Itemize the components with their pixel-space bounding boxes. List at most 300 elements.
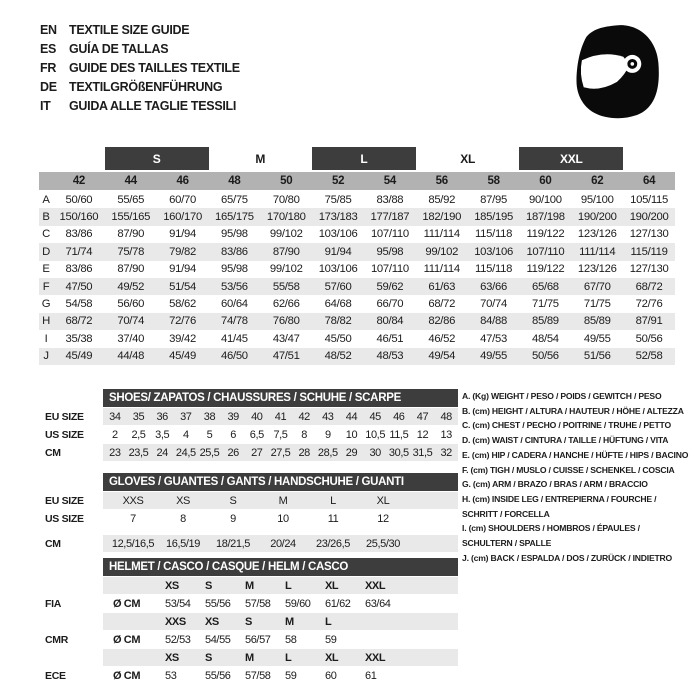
cell: 99/102 [269, 228, 303, 241]
size-label: XL [325, 651, 339, 664]
cell: 47 [416, 410, 429, 423]
helmet-value-row-CMR [25, 631, 458, 648]
cell: 55/65 [117, 193, 145, 206]
size-group-s: S [105, 147, 209, 170]
language-row [40, 39, 240, 58]
cell: 45 [369, 410, 381, 423]
cell: 44 [345, 410, 358, 423]
cell: 54/55 [205, 633, 231, 646]
textile-size-table [39, 147, 675, 365]
language-row [40, 77, 240, 96]
gloves-values [103, 492, 458, 509]
cell: 115/118 [475, 263, 513, 276]
cell: 63/64 [365, 597, 391, 610]
cell: M [278, 494, 288, 507]
language-row [40, 58, 240, 77]
row-letter: I [44, 332, 48, 345]
size-label: M [245, 579, 254, 592]
cell: 8 [301, 428, 308, 441]
cell: 78/82 [324, 315, 352, 328]
cell: 103/106 [474, 245, 513, 258]
cell: 67/70 [583, 280, 611, 293]
helmet-value-row-FIA [25, 595, 458, 612]
helmet-values [103, 667, 458, 684]
cell: 51/56 [583, 350, 611, 363]
cell: 4 [182, 428, 189, 441]
racing-helmet-icon [572, 22, 662, 122]
cell: 123/126 [577, 263, 617, 276]
cell: 12,5/16,5 [111, 537, 155, 550]
cell: 48/53 [376, 350, 404, 363]
diameter-label: Ø CM [113, 633, 141, 646]
shoes-size-table [25, 389, 458, 461]
gloves-size-table [25, 473, 458, 552]
cell: 111/114 [423, 228, 460, 241]
cell: 107/110 [370, 263, 409, 276]
cell: 46/51 [376, 332, 404, 345]
cell: 70/74 [480, 298, 507, 311]
cell: 49/55 [480, 350, 507, 363]
language-row [40, 96, 240, 115]
measurement-row-I [39, 330, 675, 347]
row-letter: H [42, 315, 50, 328]
cell: 47/51 [272, 350, 300, 363]
row-label [25, 613, 103, 630]
size-group-m: M [255, 151, 266, 166]
size-label: XS [165, 651, 179, 664]
legend-line: G. (cm) ARM / BRAZO / BRAS / ARM / BRACCIO [462, 479, 648, 490]
row-label: EU SIZE [45, 494, 84, 507]
cell: 105/115 [630, 193, 669, 206]
row-label [25, 577, 103, 594]
row-letter: G [41, 298, 51, 311]
gloves-row [25, 535, 458, 552]
language-code: EN [40, 22, 57, 37]
size-group-xl: XL [460, 151, 476, 166]
cell: 48/54 [532, 332, 559, 345]
size-label: XS [205, 615, 219, 628]
cell: 45/50 [324, 332, 352, 345]
language-code: FR [40, 60, 57, 75]
cell: 6 [230, 428, 237, 441]
cell: 72/76 [169, 315, 196, 328]
cell: 45/49 [65, 350, 93, 363]
cell: 65/75 [221, 193, 248, 206]
cell: 107/110 [526, 245, 565, 258]
measurement-row-C [39, 226, 675, 243]
gloves-header-bar: GLOVES / GUANTES / GANTS / HANDSCHUHE / GUANTI [103, 473, 458, 491]
measurement-row-J [39, 348, 675, 365]
cell: 2 [111, 428, 118, 441]
cell: 87/90 [272, 245, 300, 258]
cell: 87/90 [117, 263, 145, 276]
legend-line: H. (cm) INSIDE LEG / ENTREPIERNA / FOURCHE / [462, 493, 657, 504]
cell: 23,5 [128, 446, 149, 459]
cell: 58/62 [169, 298, 196, 311]
cell: 30 [369, 446, 381, 459]
cell: 76/80 [272, 315, 300, 328]
diameter-label: Ø CM [113, 669, 141, 682]
cell: 115/119 [630, 245, 668, 258]
size-number: 46 [176, 175, 189, 187]
cell: 60/70 [169, 193, 196, 206]
cell: 23/26,5 [316, 537, 350, 550]
row-letter: E [42, 263, 50, 276]
cell: 185/195 [474, 211, 513, 224]
cell: 103/106 [318, 228, 358, 241]
cell: 99/102 [269, 263, 303, 276]
cell: 61 [365, 669, 377, 682]
size-number: 54 [383, 175, 396, 187]
cell: 74/78 [221, 315, 248, 328]
cell: 46/52 [428, 332, 456, 345]
cell: 111/114 [423, 263, 460, 276]
cell: 11,5 [389, 428, 409, 441]
cell: 47/50 [65, 280, 93, 293]
cell: 29 [345, 446, 358, 459]
cell: XL [376, 494, 390, 507]
cell: 85/92 [428, 193, 456, 206]
cell: 80/84 [376, 315, 404, 328]
size-label: XL [325, 579, 339, 592]
cell: 51/54 [169, 280, 196, 293]
cell: 55/58 [272, 280, 300, 293]
cell: 87/91 [635, 315, 663, 328]
cell: 150/160 [59, 211, 99, 224]
shoes-values [103, 408, 458, 425]
shoes-row [25, 444, 458, 461]
size-number: 62 [591, 175, 604, 187]
cell: 56/60 [117, 298, 145, 311]
helmet-size-table [25, 558, 458, 684]
cell: 60 [325, 669, 337, 682]
gloves-row [25, 492, 458, 509]
cell: 53 [165, 669, 177, 682]
row-letter: D [42, 245, 50, 258]
cell: 61/63 [428, 280, 456, 293]
cell: 6,5 [249, 428, 264, 441]
measurement-row-G [39, 295, 675, 312]
cell: 55/56 [205, 597, 231, 610]
cell: 36 [156, 410, 168, 423]
measurement-row-D [39, 243, 675, 260]
language-code: DE [40, 79, 57, 94]
language-code: ES [40, 41, 57, 56]
cell: 2,5 [131, 428, 146, 441]
shoes-values [103, 426, 458, 443]
cell: 43 [322, 410, 334, 423]
shoes-row [25, 426, 458, 443]
cell: 3,5 [155, 428, 170, 441]
cell: 28 [298, 446, 310, 459]
size-number-header-row [39, 172, 675, 190]
measurement-row-B [39, 208, 675, 225]
cell: 187/198 [526, 211, 565, 224]
shoes-row [25, 408, 458, 425]
cell: 52/58 [635, 350, 663, 363]
helmet-sizes [103, 577, 458, 594]
cell: 62/66 [272, 298, 300, 311]
cell: 58 [285, 633, 297, 646]
cell: 5 [206, 428, 213, 441]
cell: 44/48 [117, 350, 145, 363]
legend-line: SCHULTERN / SPALLE [462, 538, 552, 549]
cell: 83/86 [65, 263, 93, 276]
cell: 34 [109, 410, 121, 423]
standard-label: FIA [45, 597, 62, 610]
row-label: US SIZE [45, 428, 84, 441]
cell: 90/100 [529, 193, 562, 206]
gloves-rows [25, 492, 458, 552]
cell: 35/38 [65, 332, 93, 345]
cell: 79/82 [169, 245, 196, 258]
cell: 38 [203, 410, 216, 423]
legend-line: J. (cm) BACK / ESPALDA / DOS / ZURÜCK / INDIETRO [462, 552, 673, 563]
cell: 68/72 [635, 280, 663, 293]
size-number: 42 [72, 175, 86, 187]
size-group-header-row [39, 147, 675, 170]
legend-line: I. (cm) SHOULDERS / HOMBROS / ÉPAULES / [462, 523, 640, 534]
cell: 26 [227, 446, 239, 459]
helmet-values [103, 631, 458, 648]
size-label: S [205, 651, 212, 664]
cell: 61/62 [325, 597, 351, 610]
cell: 39 [227, 410, 239, 423]
cell: 39/42 [169, 332, 196, 345]
row-label: EU SIZE [45, 410, 84, 423]
shoes-rows [25, 408, 458, 461]
cell: 68/72 [428, 298, 456, 311]
legend-line: SCHRITT / FORCELLA [462, 508, 550, 519]
cell: 107/110 [370, 228, 409, 241]
cell: 31,5 [412, 446, 433, 459]
cell: 71/74 [65, 245, 93, 258]
standard-label: ECE [45, 669, 66, 682]
cell: 50/56 [532, 350, 559, 363]
legend-line: E. (cm) HIP / CADERA / HANCHE / HÜFTE / HIPS / BACINO [462, 449, 689, 460]
size-label: S [205, 579, 212, 592]
helmet-sizes [103, 613, 458, 630]
cell: 63/66 [480, 280, 507, 293]
cell: 57/58 [245, 669, 271, 682]
cell: 123/126 [577, 228, 617, 241]
size-number: 60 [539, 175, 552, 187]
gloves-values [103, 510, 458, 527]
cell: 55/56 [205, 669, 231, 682]
cell: 7 [130, 512, 136, 525]
cell: 10 [345, 428, 358, 441]
cell: 45/49 [169, 350, 196, 363]
cell: 57/58 [245, 597, 271, 610]
cell: 173/183 [318, 211, 358, 224]
cell: 83/86 [221, 245, 248, 258]
cell: 85/89 [583, 315, 611, 328]
cell: 40 [251, 410, 263, 423]
cell: 7,5 [273, 428, 288, 441]
diameter-label: Ø CM [113, 597, 141, 610]
cell: 75/78 [117, 245, 145, 258]
legend-line: F. (cm) TIGH / MUSLO / CUISSE / SCHENKEL / COSCIA [462, 464, 675, 475]
cell: 11 [327, 512, 339, 525]
cell: 57/60 [324, 280, 352, 293]
cell: 103/106 [318, 263, 358, 276]
cell: 83/86 [65, 228, 93, 241]
cell: 54/58 [65, 298, 93, 311]
cell: 12 [377, 512, 389, 525]
cell: 119/122 [526, 263, 565, 276]
cell: 10 [277, 512, 289, 525]
measurement-row-A [39, 191, 675, 208]
legend-line: C. (cm) CHEST / PECHO / POITRINE / TRUHE / PETTO [462, 420, 671, 431]
measurement-row-H [39, 313, 675, 330]
cell: 75/85 [324, 193, 352, 206]
measurement-row-F [39, 278, 675, 295]
cell: 10,5 [365, 428, 386, 441]
cell: 95/98 [376, 245, 404, 258]
size-number: 52 [331, 175, 345, 187]
cell: 24 [156, 446, 168, 459]
row-label [25, 649, 103, 666]
cell: 50/56 [635, 332, 663, 345]
cell: 37/40 [117, 332, 145, 345]
size-label: M [245, 651, 254, 664]
cell: 71/75 [532, 298, 559, 311]
cell: 56/57 [245, 633, 271, 646]
language-title: TEXTILE SIZE GUIDE [69, 22, 190, 37]
size-label: XS [165, 579, 179, 592]
gloves-row [25, 510, 458, 527]
cell: 65/68 [532, 280, 559, 293]
cell: 190/200 [577, 211, 617, 224]
cell: 155/165 [111, 211, 151, 224]
cell: 42 [298, 410, 310, 423]
cell: 91/94 [324, 245, 352, 258]
measurement-legend [462, 389, 700, 565]
cell: 127/130 [629, 228, 669, 241]
cell: S [229, 494, 237, 507]
cell: 170/180 [266, 211, 306, 224]
cell: 20/24 [270, 537, 296, 550]
size-number: 44 [124, 175, 137, 187]
cell: 48 [440, 410, 452, 423]
cell: L [330, 494, 336, 507]
row-letter: C [42, 228, 50, 241]
shoes-header-bar: SHOES/ ZAPATOS / CHAUSSURES / SCHUHE / SCARPE [103, 389, 458, 407]
cell: 18/21,5 [216, 537, 250, 550]
cell: 32 [440, 446, 452, 459]
size-group-l: L [312, 147, 416, 170]
helmet-size-row [25, 577, 458, 594]
legend-line: A. (Kg) WEIGHT / PESO / POIDS / GEWITCH / PESO [462, 391, 662, 401]
row-label: US SIZE [45, 512, 84, 525]
cell: 71/75 [583, 298, 611, 311]
cell: 115/118 [475, 228, 513, 241]
cell: 59/62 [376, 280, 404, 293]
cell: 127/130 [629, 263, 669, 276]
size-number: 64 [642, 175, 656, 187]
language-title: GUIDE DES TAILLES TEXTILE [69, 60, 240, 75]
row-label: CM [45, 537, 61, 550]
cell: 12 [416, 428, 429, 441]
cell: 82/86 [428, 315, 456, 328]
size-label: M [285, 615, 294, 628]
cell: 59 [285, 669, 297, 682]
helmet-values [103, 595, 458, 612]
cell: 13 [440, 428, 452, 441]
cell: 25,5 [199, 446, 220, 459]
cell: 165/175 [215, 211, 254, 224]
cell: XS [176, 494, 190, 507]
cell: 35 [132, 410, 145, 423]
cell: 23 [109, 446, 121, 459]
cell: 95/98 [221, 228, 248, 241]
cell: 46/50 [221, 350, 248, 363]
cell: 87/95 [480, 193, 507, 206]
row-label: CM [45, 446, 61, 459]
language-code: IT [40, 98, 51, 113]
size-label: XXL [365, 651, 386, 664]
size-number: 58 [487, 175, 500, 187]
cell: 24,5 [175, 446, 196, 459]
cell: 49/54 [428, 350, 456, 363]
cell: 66/70 [376, 298, 404, 311]
size-number: 50 [280, 175, 293, 187]
cell: 59/60 [285, 597, 311, 610]
row-letter: B [42, 211, 50, 224]
cell: 49/55 [583, 332, 611, 345]
cell: 60/64 [221, 298, 248, 311]
measurement-rows [39, 191, 675, 365]
cell: 68/72 [65, 315, 93, 328]
cell: 27,5 [270, 446, 291, 459]
helmet-sizes [103, 649, 458, 666]
cell: 53/56 [221, 280, 248, 293]
legend-line: B. (cm) HEIGHT / ALTURA / HAUTEUR / HÖHE / ALTEZZA [462, 405, 684, 416]
cell: 182/190 [422, 211, 462, 224]
cell: 111/114 [579, 245, 616, 258]
size-label: XXS [165, 615, 186, 628]
helmet-header-bar: HELMET / CASCO / CASQUE / HELM / CASCO [103, 558, 458, 576]
cell: 85/89 [532, 315, 559, 328]
size-label: S [245, 615, 252, 628]
standard-label: CMR [45, 633, 69, 646]
size-number: 48 [228, 175, 241, 187]
size-label: L [325, 615, 332, 628]
cell: 177/187 [370, 211, 410, 224]
cell: 41 [274, 410, 287, 423]
cell: 46 [393, 410, 405, 423]
cell: 8 [180, 512, 186, 525]
size-label: L [285, 651, 292, 664]
cell: 84/88 [480, 315, 507, 328]
language-title: TEXTILGRÖßENFÜHRUNG [69, 79, 223, 94]
cell: 53/54 [165, 597, 191, 610]
cell: 64/68 [324, 298, 352, 311]
measurement-row-E [39, 261, 675, 278]
cell: 59 [325, 633, 337, 646]
cell: 190/200 [629, 211, 669, 224]
cell: 160/170 [163, 211, 202, 224]
cell: 72/76 [635, 298, 663, 311]
cell: 48/52 [324, 350, 352, 363]
helmet-rows [25, 577, 458, 684]
cell: 87/90 [117, 228, 145, 241]
shoes-values [103, 444, 458, 461]
cell: 9 [230, 512, 236, 525]
helmet-value-row-ECE [25, 667, 458, 684]
size-label: L [285, 579, 292, 592]
language-title-list [40, 20, 240, 115]
